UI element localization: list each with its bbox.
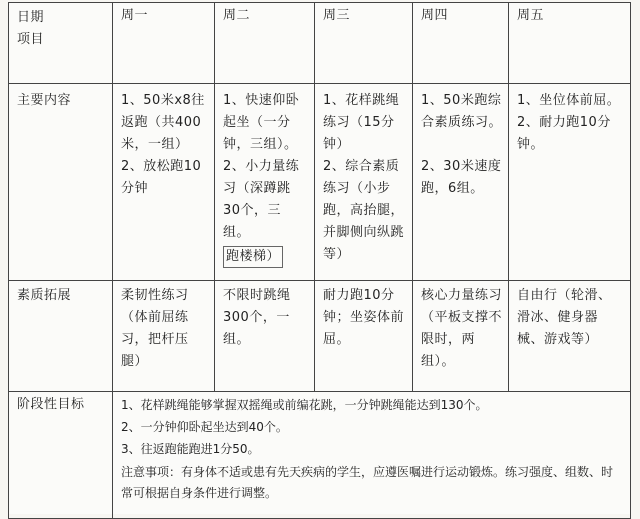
quality-ext-row [9,281,631,392]
goals-cell [113,392,631,519]
main-mon-item-1: 1、50米x8往返跑（共400米，一组） [121,93,205,152]
header-row [9,3,631,84]
main-tue-cell [215,84,315,281]
row-label-ext: 素质拓展 [9,281,113,392]
ext-wed-cell: 耐力跑10分钟；坐姿体前屈。 [315,281,413,392]
row-label-main: 主要内容 [9,84,113,281]
main-wed-item-1: 1、花样跳绳练习（15分钟） [323,93,400,152]
main-tue-item-2: 2、小力量练习（深蹲跳30个，三组。 [223,159,300,240]
main-wed-item-2: 2、综合素质练习（小步跑，高抬腿，并脚侧向纵跳等） [323,159,405,262]
main-wed-cell [315,84,413,281]
main-tue-item-1: 1、快速仰卧起坐（一分钟，三组）。 [223,93,300,152]
corner-date-label: 日期 [17,10,45,25]
main-fri-cell [509,84,631,281]
main-fri-item-2: 2、耐力跑10分钟。 [517,115,611,152]
ext-tue-cell: 不限时跳绳300个，一组。 [215,281,315,392]
main-fri-item-1: 1、坐位体前屈。 [517,93,621,108]
goal-item-3: 3、往返跑能跑进1分50。 [121,442,260,456]
day-header-mon: 周一 [113,3,215,84]
goal-note: 注意事项：有身体不适或患有先天疾病的学生，应遵医嘱进行运动锻炼。练习强度、组数、时常可根据自身条件进行调整。 [121,465,614,500]
row-label-goals: 阶段性目标 [9,392,113,519]
main-thu-item-2: 2、30米速度跑，6组。 [421,159,502,196]
goals-row [9,392,631,519]
weekly-training-table [8,2,631,519]
ext-thu-cell: 核心力量练习（平板支撑不限时，两组）。 [413,281,509,392]
day-header-wed: 周三 [315,3,413,84]
day-header-fri: 周五 [509,3,631,84]
goal-item-1: 1、花样跳绳能够掌握双摇绳或前编花跳，一分钟跳绳能达到130个。 [121,398,488,412]
ext-mon-cell: 柔韧性练习（体前屈练习，把杆压腿） [113,281,215,392]
day-header-tue: 周二 [215,3,315,84]
main-mon-cell [113,84,215,281]
day-header-thu: 周四 [413,3,509,84]
main-mon-item-2: 2、放松跑10分钟 [121,159,202,196]
goal-item-2: 2、一分钟仰卧起坐达到40个。 [121,420,288,434]
schedule-sheet [8,2,630,514]
ext-fri-cell: 自由行（轮滑、滑冰、健身器械、游戏等） [509,281,631,392]
main-content-row [9,84,631,281]
main-thu-cell [413,84,509,281]
main-thu-item-1: 1、50米跑综合素质练习。 [421,93,503,130]
corner-item-label: 项目 [17,32,45,47]
corner-cell [9,3,113,84]
main-tue-item-3: 跑楼梯） [223,246,283,268]
